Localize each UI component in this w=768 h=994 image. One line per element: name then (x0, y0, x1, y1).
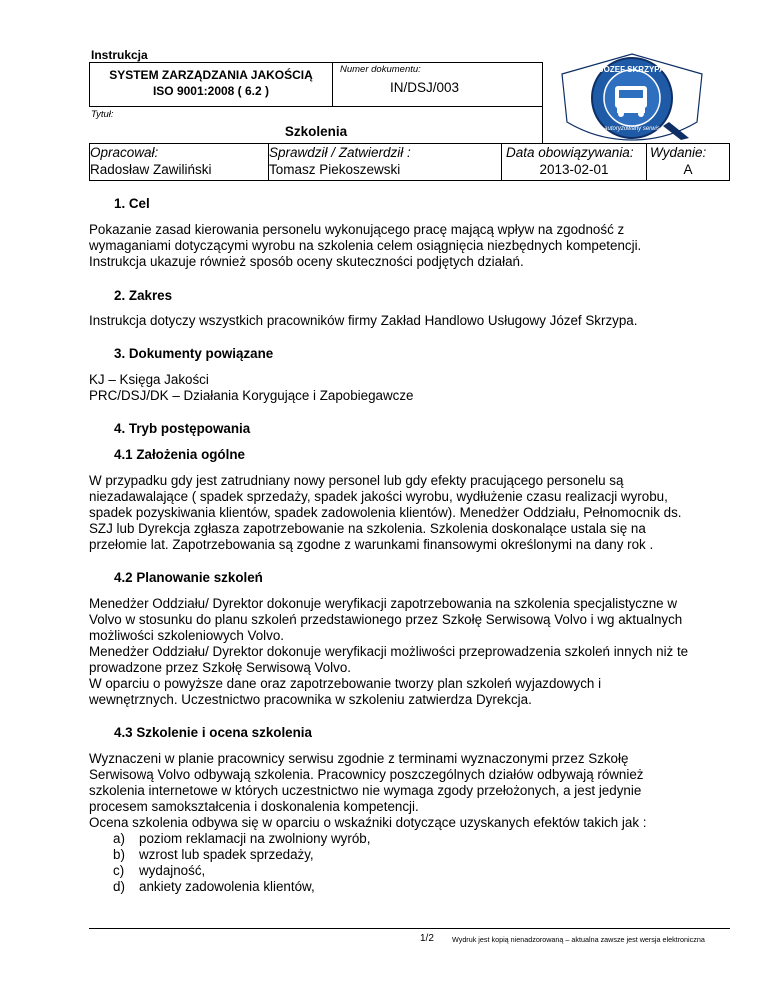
list-item (113, 863, 205, 878)
section-4-1-line-1: W przypadku gdy jest zatrudniany nowy personel lub gdy efekty pracującego personelu są (89, 473, 624, 488)
info-right-border (729, 143, 730, 181)
document-type: Instrukcja (91, 48, 148, 62)
edition-label: Wydanie: (650, 145, 707, 160)
approved-by: Tomasz Piekoszewski (269, 162, 401, 177)
list-letter: d) (113, 879, 125, 894)
valid-date: 2013-02-01 (539, 162, 609, 177)
page-title: Szkolenia (284, 124, 348, 139)
jozef-skrzypa-truck-logo-icon (557, 52, 707, 142)
section-1-line-3: Instrukcja ukazuje również sposób oceny skuteczności podjętych działań. (89, 254, 524, 269)
list-letter: b) (113, 847, 125, 862)
section-4-2-line-3: możliwości szkoleniowych Volvo. (89, 628, 284, 643)
iso-standard: ISO 9001:2008 ( 6.2 ) (152, 84, 270, 98)
section-4-1-line-5: przełomie lat. Zapotrzebowania są zgodne z warunkami finansowymi określonymi na dany rok . (89, 537, 654, 552)
section-4-heading: 4. Tryb postępowania (114, 421, 251, 436)
section-3-line-1: KJ – Księga Jakości (89, 372, 209, 387)
prepared-by: Radosław Zawiliński (90, 162, 212, 177)
valid-date-label: Data obowiązywania: (506, 145, 634, 160)
section-2-line-1: Instrukcja dotyczy wszystkich pracowników firmy Zakład Handlowo Usługowy Józef Skrzypa. (89, 313, 638, 328)
header-right-border (542, 62, 543, 144)
prepared-label: Opracował: (90, 145, 159, 160)
section-4-1-line-2: niezadawalające ( spadek sprzedaży, spadek jakości wyrobu, wydłużenie czasu realizacji wyrobu, (89, 489, 668, 504)
list-letter: c) (113, 863, 125, 878)
footer-note: Wydruk jest kopią nienadzorowaną – aktualna zawsze jest wersja elektroniczna (452, 935, 705, 944)
list-item (113, 831, 370, 846)
section-4-1-line-3: spadek pozyskiwania klientów, spadek zadowolenia klientów). Menedżer Oddziału, Pełnomocnik ds. (89, 505, 682, 520)
section-4-3-line-1: Wyznaczeni w planie pracownicy serwisu zgodnie z terminami wyznaczonymi przez Szkołę (89, 751, 629, 766)
section-4-1-heading: 4.1 Założenia ogólne (114, 447, 245, 462)
list-letter: a) (113, 831, 125, 846)
list-text: wzrost lub spadek sprzedaży, (139, 847, 314, 862)
header-title-top-line (89, 106, 542, 107)
system-name: SYSTEM ZARZĄDZANIA JAKOŚCIĄ (109, 68, 313, 82)
section-4-2-heading: 4.2 Planowanie szkoleń (114, 570, 263, 585)
info-row-bottom-line (89, 180, 730, 181)
section-4-3-line-5: Ocena szkolenia odbywa się w oparciu o wskaźniki dotyczące uzyskanych efektów takich jak : (89, 815, 647, 830)
title-label: Tytuł: (91, 109, 114, 120)
logo-text-bottom: autoryzowany serwis (604, 126, 660, 132)
section-4-2-line-2: Volvo w stosunku do planu szkoleń przedstawionego przez Szkołę Serwisową Volvo i wg aktualnych (89, 612, 683, 627)
info-row-top-line (89, 143, 730, 144)
list-text: ankiety zadowolenia klientów, (139, 879, 315, 894)
list-item (113, 847, 314, 862)
section-4-1-line-4: SZJ lub Dyrekcja zgłasza zapotrzebowanie na szkolenia. Szkolenia doskonalące ustala się na (89, 521, 646, 536)
approved-label: Sprawdził / Zatwierdził : (269, 145, 411, 160)
doc-number: IN/DSJ/003 (390, 80, 460, 95)
section-4-3-line-3: szkolenia internetowe w których uczestnictwo nie wymaga zgody przełożonych, a jest jedynie (89, 783, 642, 798)
section-3-line-2: PRC/DSJ/DK – Działania Korygujące i Zapobiegawcze (89, 388, 414, 403)
section-2-heading: 2. Zakres (114, 288, 173, 303)
list-text: poziom reklamacji na zwolniony wyrób, (139, 831, 371, 846)
section-4-3-heading: 4.3 Szkolenie i ocena szkolenia (114, 725, 312, 740)
footer-line (89, 928, 730, 929)
section-4-2-line-1: Menedżer Oddziału/ Dyrektor dokonuje weryfikacji zapotrzebowania na szkolenia specjalistyczne w (89, 596, 677, 611)
section-4-2-line-5: prowadzone przez Szkołę Serwisową Volvo. (89, 660, 351, 675)
page-number: 1/2 (420, 933, 434, 944)
list-text: wydajność, (139, 863, 206, 878)
header-mid-divider (332, 62, 333, 107)
header-top-line (89, 62, 542, 63)
section-4-2-line-6: W oparciu o powyższe dane oraz zapotrzebowanie tworzy plan szkoleń wyjazdowych i (89, 676, 602, 691)
section-4-3-line-2: Serwisową Volvo odbywają szkolenia. Pracownicy poszczególnych działów odbywają również (89, 767, 644, 782)
section-4-3-line-4: procesem samokształcenia i doskonalenia kompetencji. (89, 799, 419, 814)
section-4-2-line-7: wewnętrznych. Uczestnictwo pracownika w szkoleniu zatwierdza Dyrekcja. (89, 692, 532, 707)
list-item (113, 879, 315, 894)
section-1-line-2: wymaganiami dotyczącymi wyrobu na szkolenia celem osiągnięcia niezbędnych kompetencji. (89, 238, 642, 253)
logo-text-top: JÓZEF SKRZYPA (599, 65, 665, 74)
doc-number-label: Numer dokumentu: (340, 64, 421, 75)
section-1-heading: 1. Cel (114, 196, 150, 211)
section-4-2-line-4: Menedżer Oddziału/ Dyrektor dokonuje weryfikacji możliwości przeprowadzenia szkoleń innych niż te (89, 644, 689, 659)
edition: A (683, 162, 693, 177)
section-3-heading: 3. Dokumenty powiązane (114, 346, 274, 361)
section-1-line-1: Pokazanie zasad kierowania personelu wykonującego pracę mającą wpływ na zgodność z (89, 222, 625, 237)
company-logo (557, 52, 707, 142)
